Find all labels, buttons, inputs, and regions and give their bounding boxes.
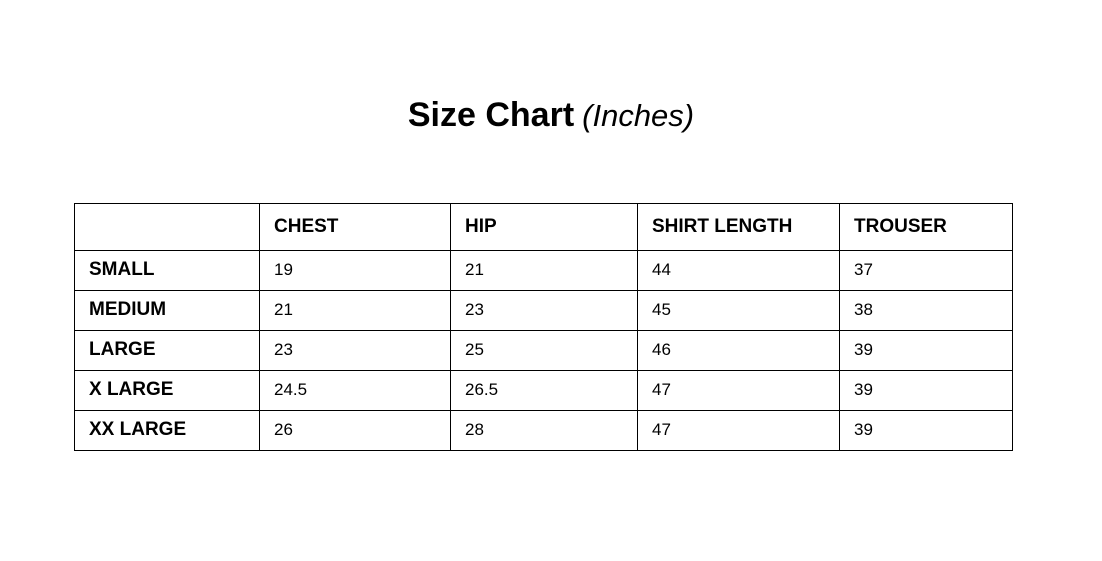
cell-small-chest (260, 251, 451, 291)
cell-xx-large-shirt-length-value: 47 (652, 420, 671, 440)
cell-large-shirt-length-value: 46 (652, 340, 671, 360)
cell-medium-trouser (840, 291, 1013, 331)
cell-x-large-trouser (840, 371, 1013, 411)
row-header-medium-label: MEDIUM (89, 299, 167, 321)
table-body (75, 251, 1013, 451)
cell-medium-chest (260, 291, 451, 331)
row-header-x-large (75, 371, 260, 411)
cell-small-trouser (840, 251, 1013, 291)
cell-x-large-chest (260, 371, 451, 411)
cell-xx-large-chest-value: 26 (274, 420, 293, 440)
table-header (75, 204, 1013, 251)
size-chart-table (74, 203, 1013, 451)
cell-small-shirt-length-value: 44 (652, 260, 671, 280)
cell-large-hip-value: 25 (465, 340, 484, 360)
cell-x-large-trouser-value: 39 (854, 380, 873, 400)
title-unit-text: (Inches) (582, 98, 695, 133)
table-row (75, 251, 1013, 291)
column-header-trouser-label: TROUSER (854, 215, 947, 237)
column-header-shirt-length-label: SHIRT LENGTH (652, 215, 793, 237)
cell-xx-large-trouser (840, 411, 1013, 451)
size-chart-table-wrapper (74, 203, 1012, 451)
column-header-trouser (840, 204, 1013, 251)
cell-large-hip (451, 331, 638, 371)
cell-large-trouser-value: 39 (854, 340, 873, 360)
cell-x-large-shirt-length (638, 371, 840, 411)
cell-x-large-hip (451, 371, 638, 411)
row-header-xx-large-label: XX LARGE (89, 419, 187, 441)
cell-xx-large-chest (260, 411, 451, 451)
cell-small-hip-value: 21 (465, 260, 484, 280)
column-header-hip-label: HIP (465, 215, 497, 237)
row-header-medium (75, 291, 260, 331)
row-header-small (75, 251, 260, 291)
column-header-hip (451, 204, 638, 251)
cell-medium-shirt-length (638, 291, 840, 331)
cell-large-chest-value: 23 (274, 340, 293, 360)
column-header-chest (260, 204, 451, 251)
cell-small-shirt-length (638, 251, 840, 291)
title-text: Size Chart (407, 96, 575, 134)
row-header-large-label: LARGE (89, 339, 156, 361)
page-title (0, 96, 1102, 135)
cell-x-large-shirt-length-value: 47 (652, 380, 671, 400)
cell-medium-hip-value: 23 (465, 300, 484, 320)
cell-medium-chest-value: 21 (274, 300, 293, 320)
column-header-shirt-length (638, 204, 840, 251)
cell-small-trouser-value: 37 (854, 260, 873, 280)
cell-xx-large-hip-value: 28 (465, 420, 484, 440)
column-header-chest-label: CHEST (274, 215, 339, 237)
table-row (75, 331, 1013, 371)
cell-xx-large-shirt-length (638, 411, 840, 451)
row-header-xx-large (75, 411, 260, 451)
cell-xx-large-hip (451, 411, 638, 451)
cell-x-large-chest-value: 24.5 (274, 380, 308, 400)
cell-large-trouser (840, 331, 1013, 371)
cell-x-large-hip-value: 26.5 (465, 380, 499, 400)
row-header-x-large-label: X LARGE (89, 379, 174, 401)
table-row (75, 411, 1013, 451)
cell-xx-large-trouser-value: 39 (854, 420, 873, 440)
cell-large-chest (260, 331, 451, 371)
cell-small-chest-value: 19 (274, 260, 293, 280)
row-header-small-label: SMALL (89, 259, 155, 281)
table-row (75, 291, 1013, 331)
column-header-blank (75, 204, 260, 251)
cell-medium-hip (451, 291, 638, 331)
cell-small-hip (451, 251, 638, 291)
cell-medium-trouser-value: 38 (854, 300, 873, 320)
cell-medium-shirt-length-value: 45 (652, 300, 671, 320)
row-header-large (75, 331, 260, 371)
table-row (75, 371, 1013, 411)
table-header-row (75, 204, 1013, 251)
cell-large-shirt-length (638, 331, 840, 371)
